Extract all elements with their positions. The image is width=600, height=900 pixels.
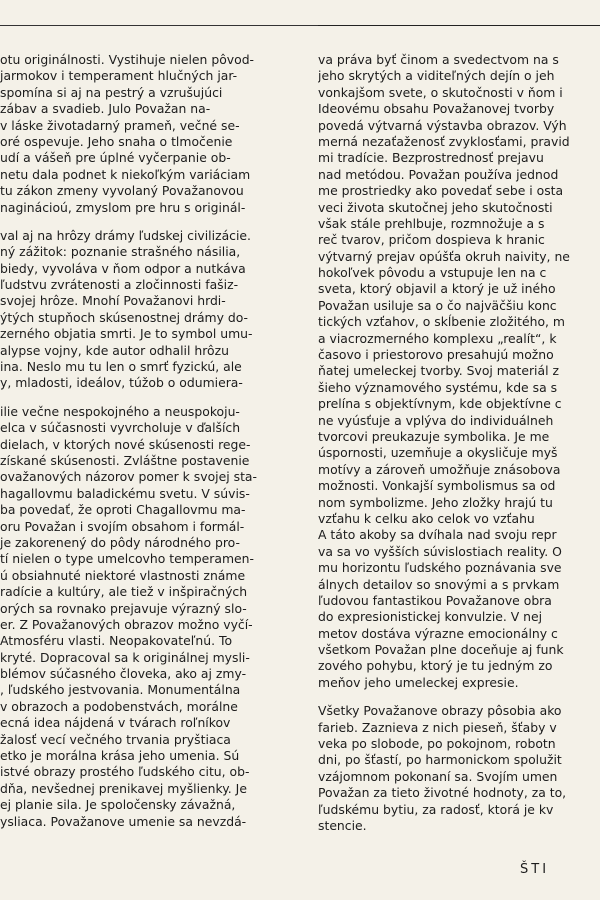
text-line: val aj na hrôzy drámy ľudskej civilizácie. bbox=[0, 227, 251, 243]
text-line: zábav a svadieb. Julo Považan na- bbox=[0, 101, 211, 117]
text-line: získané skúsenosti. Zvláštne postavenie bbox=[0, 452, 250, 468]
text-line: dni, po šťastí, po harmonickom spolužit bbox=[318, 752, 562, 768]
text-line: va práva byť činom a svedectvom na s bbox=[318, 52, 559, 67]
paragraph-break bbox=[0, 216, 298, 228]
text-line: všetkom Považan plne doceňuje aj funk bbox=[318, 642, 564, 658]
text-line: ňatej umeleckej tvorby. Svoj materiál z bbox=[318, 363, 559, 379]
text-line: mu horizontu ľudského poznávania sve bbox=[318, 560, 562, 576]
text-line: sveta, ktorý objavil a ktorý je už iného bbox=[318, 281, 556, 297]
text-line: zového pohybu, ktorý je tu jedným zo bbox=[318, 658, 553, 674]
text-line: Všetky Považanove obrazy pôsobia ako bbox=[318, 703, 562, 719]
text-line: tických vzťahov, o skĺbenie zložitého, m bbox=[318, 314, 565, 330]
text-line: do expresionistickej konvulzie. V nej bbox=[318, 609, 543, 625]
text-line: alypse vojny, kde autor odhalil hrôzu bbox=[0, 342, 229, 358]
text-line: orých sa rovnako prejavuje výrazný slo- bbox=[0, 600, 247, 616]
text-line: ľudskému bytiu, za radosť, ktorá je kv bbox=[318, 801, 554, 817]
text-line: nad metódou. Považan používa jednod bbox=[318, 166, 559, 182]
text-line: tu zákon zmeny vyvolaný Považanovou bbox=[0, 183, 244, 199]
text-line: jeho skrytých a viditeľných dejín o jeh bbox=[318, 68, 555, 84]
text-line: ovažanových názorov pomer k svojej sta- bbox=[0, 469, 257, 485]
text-line: stencie. bbox=[318, 817, 367, 833]
text-line: kryté. Dopracoval sa k originálnej mysli- bbox=[0, 649, 250, 665]
text-line: udí a vášeň pre úplné vyčerpanie ob- bbox=[0, 150, 231, 166]
text-line: ný zážitok: poznanie strašného násilia, bbox=[0, 244, 241, 260]
text-line: žalosť vecí večného trvania pryštiaca bbox=[0, 731, 231, 747]
text-line: biedy, vyvoláva v ňom odpor a nutkáva bbox=[0, 260, 246, 276]
paragraph-break bbox=[318, 691, 600, 703]
paragraph-break bbox=[0, 392, 298, 404]
text-line: naginácioú, zmyslom pre hru s originál- bbox=[0, 199, 246, 215]
text-line: , ľudského jestvovania. Monumentálna bbox=[0, 682, 241, 698]
text-line: veci života skutočnej jeho skutočnosti bbox=[318, 199, 553, 215]
text-line: hokoľvek pôvodu a vstupuje len na c bbox=[318, 265, 547, 281]
top-rule-right bbox=[318, 25, 600, 26]
text-line: oru Považan i svojím obsahom i formál- bbox=[0, 518, 245, 534]
text-line: reč tvarov, pričom dospieva k hranic bbox=[318, 232, 545, 248]
text-line: va sa vo vyšších súvislostiach reality. O bbox=[318, 543, 562, 559]
text-line: tvorcovi preukazuje symbolika. Je me bbox=[318, 428, 550, 444]
text-line: mi tradície. Bezprostrednosť prejavu bbox=[318, 150, 544, 166]
text-line: Atmosféru vlasti. Neopakovateľnú. To bbox=[0, 633, 233, 649]
text-line: vonkajšom svete, o skutočnosti v ňom i bbox=[318, 84, 563, 100]
text-line: istvé obrazy prostého ľudského citu, ob- bbox=[0, 764, 250, 780]
text-line: v láske životadarný prameň, večné se- bbox=[0, 117, 240, 133]
text-line: metov dostáva výrazne emocionálny c bbox=[318, 625, 558, 641]
text-line: Považan usiluje sa o čo najväčšiu konc bbox=[318, 297, 557, 313]
text-line: nom symbolizme. Jeho zložky hrajú tu bbox=[318, 494, 553, 510]
text-line: Považan za tieto životné hodnoty, za to, bbox=[318, 785, 567, 801]
text-line: výtvarný prejav opúšťa okruh naivity, ne bbox=[318, 248, 570, 264]
text-line: hagallovmu baladickému svetu. V súvis- bbox=[0, 485, 250, 501]
text-line: meňov jeho umeleckej expresie. bbox=[318, 674, 519, 690]
text-line: ysliaca. Považanove umenie sa nevzdá- bbox=[0, 813, 247, 829]
text-line: vzájomnom pokonaní sa. Svojím umen bbox=[318, 768, 558, 784]
text-line: motívy a zároveň umožňuje znásobova bbox=[318, 461, 561, 477]
text-line: svojej hrôze. Mnohí Považanovi hrdi- bbox=[0, 293, 226, 309]
text-line: jarmokov i temperament hlučných jar- bbox=[0, 68, 238, 84]
text-line: farieb. Zaznieva z nich pieseň, šťaby v bbox=[318, 719, 557, 735]
text-line: A táto akoby sa dvíhala nad svoju repr bbox=[318, 527, 557, 543]
text-line: spomína si aj na pestrý a vzrušujúci bbox=[0, 84, 223, 100]
text-line: merná nezaťaženosť zvyklosťami, pravid bbox=[318, 133, 570, 149]
text-line: etko je morálna krása jeho umenia. Sú bbox=[0, 748, 240, 764]
text-line: prelína s objektívnym, kde objektívne c bbox=[318, 396, 562, 412]
text-line: však stále prehlbuje, rozmnožuje a s bbox=[318, 215, 545, 231]
text-line: šieho významového systému, kde sa s bbox=[318, 379, 558, 395]
text-line: časovo i priestorovo presahujú možno bbox=[318, 347, 554, 363]
right-text-column bbox=[318, 52, 600, 834]
text-line: blémov súčasného človeka, ako aj zmy- bbox=[0, 666, 247, 682]
text-line: Ideovému obsahu Považanovej tvorby bbox=[318, 101, 555, 117]
text-line: ba povedať, že oproti Chagallovmu ma- bbox=[0, 502, 246, 518]
text-line: v obrazoch a podobenstvách, morálne bbox=[0, 698, 238, 714]
text-line: ina. Neslo mu tu len o smrť fyzickú, ale bbox=[0, 359, 242, 375]
text-line: ecná idea nájdená v tvárach roľníkov bbox=[0, 715, 231, 731]
text-line: er. Z Považanových obrazov možno vyčí- bbox=[0, 616, 253, 632]
author-signature: ŠTI bbox=[520, 862, 550, 877]
text-line: ú obsiahnuté niektoré vlastnosti známe bbox=[0, 567, 246, 583]
text-line: ej planie sila. Je spoločensky závažná, bbox=[0, 797, 236, 813]
text-line: ilie večne nespokojného a neuspokoju- bbox=[0, 403, 240, 419]
text-line: je zakorenený do pôdy národného pro- bbox=[0, 534, 240, 550]
text-line: ne vyúsťuje a vplýva do individuálneh bbox=[318, 412, 554, 428]
text-line: álnych detailov so snovými a s prvkam bbox=[318, 576, 560, 592]
text-line: otu originálnosti. Vystihuje nielen pôvod- bbox=[0, 52, 255, 67]
text-line: tí nielen o type umelcovho temperamen- bbox=[0, 551, 254, 567]
text-line: radície a kultúry, ale tiež v inšpiračných bbox=[0, 584, 248, 600]
text-line: ľudovou fantastikou Považanove obra bbox=[318, 592, 552, 608]
text-line: ľudstvu zvrátenosti a zločinnosti fašiz- bbox=[0, 277, 239, 293]
text-line: veka po slobode, po pokojnom, robotn bbox=[318, 736, 556, 752]
text-line: vzťahu k celku ako celok vo vzťahu bbox=[318, 510, 535, 526]
text-line: oré ospevuje. Jeho snaha o tlmočenie bbox=[0, 133, 233, 149]
text-line: ýtých stupňoch skúsenostnej drámy do- bbox=[0, 309, 249, 325]
text-line: dňa, nevšednej prenikavej myšlienky. Je bbox=[0, 780, 247, 796]
text-line: možnosti. Vonkajší symbolismus sa od bbox=[318, 478, 556, 494]
text-line: zerného objatia smrti. Je to symbol umu- bbox=[0, 326, 253, 342]
text-line: povedá výtvarná výstavba obrazov. Výh bbox=[318, 117, 567, 133]
text-line: elca v súčasnosti vyvrcholuje v ďalších bbox=[0, 420, 241, 436]
text-line: dielach, v ktorých nové skúsenosti rege- bbox=[0, 436, 251, 452]
text-line: netu dala podnet k niekoľkým variáciam bbox=[0, 166, 251, 182]
text-line: úspornosti, uzemňuje a okysličuje myš bbox=[318, 445, 558, 461]
text-line: me prostriedky ako povedať sebe i osta bbox=[318, 183, 564, 199]
left-text-column bbox=[0, 52, 298, 830]
text-line: y, mladosti, ideálov, túžob o odumiera- bbox=[0, 375, 243, 391]
text-line: a viacrozmerného komplexu „realít“, k bbox=[318, 330, 557, 346]
